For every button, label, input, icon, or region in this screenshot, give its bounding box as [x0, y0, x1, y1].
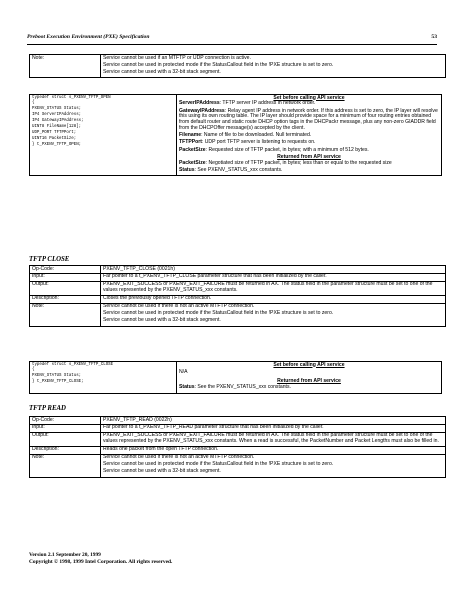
row-label: Description:: [30, 446, 101, 454]
tftp-close-table: [29, 265, 446, 327]
note-cell: [101, 303, 446, 326]
field-desc: : See the PXENV_STATUS_xxx constants.: [194, 384, 291, 391]
field-entry: [179, 168, 439, 174]
code-line: UINT8 FileName[128];: [32, 125, 82, 130]
header-title: Preboot Execution Environment (PXE) Specification: [27, 34, 150, 40]
page-number: 53: [431, 34, 437, 40]
field-entry: [179, 161, 439, 167]
table-row: [30, 417, 446, 425]
code-line: PXENV_STATUS Status;: [32, 374, 82, 379]
row-text: Closes the previously opened TFTP connection.: [101, 295, 446, 303]
code-line: {: [32, 368, 35, 373]
footer-copyright: Copyright © 1998, 1999 Intel Corporation. All rights reserved.: [29, 559, 173, 565]
code-line: PXENV_STATUS Status;: [32, 107, 82, 112]
field-entry: [179, 148, 439, 154]
table-row: [30, 273, 446, 281]
section-title-tftp-close: TFTP CLOSE: [29, 256, 70, 263]
row-label: Op-Code:: [30, 266, 101, 274]
footer: [29, 552, 172, 566]
row-label: Output:: [30, 281, 101, 295]
field-name: Status: [179, 384, 195, 391]
tftp-read-table: [29, 416, 446, 478]
code-line: IP4 ServerIPAddress;: [32, 113, 82, 118]
row-text: PXENV_EXIT_SUCCESS or PXENV_EXIT_FAILURE must be returned in AX. The status field in the parameter structure must be set to one of the values represented by the PXENV_STATUS_xxx constants.: [101, 281, 446, 295]
code-line: typedef struct s_PXENV_TFTP_OPEN: [32, 95, 111, 100]
struct-fields: [177, 95, 442, 176]
note-label: Note:: [30, 454, 101, 477]
tftp-open-struct-table: [29, 94, 442, 176]
note-text: Service cannot be used if there is not an active MTFTP connection.: [103, 454, 255, 461]
struct-code: [30, 362, 177, 394]
field-entry: [179, 140, 439, 146]
table-row: [30, 266, 446, 274]
table-row: [30, 95, 442, 176]
note-label: Note:: [30, 303, 101, 326]
code-line: UINT16 PacketSize;: [32, 136, 77, 141]
field-name: ServerIPAddress: [179, 100, 220, 107]
struct-fields: [177, 362, 442, 394]
header-rule: [27, 44, 437, 45]
field-desc: : UDP port TFTP server is listening to requests on.: [201, 139, 316, 146]
section-heading: Set before calling API service: [273, 361, 345, 368]
field-name: TFTPPort: [179, 139, 202, 146]
field-desc: : TFTP server IP address in network order.: [219, 100, 316, 107]
note-text: Service cannot be used with a 32-bit stack segment.: [103, 468, 221, 475]
table-row: [30, 432, 446, 446]
section-title-tftp-read: TFTP READ: [29, 405, 66, 412]
na-value: N/A: [179, 369, 188, 376]
tftp-close-struct-table: [29, 361, 442, 394]
table-row: [30, 362, 442, 394]
note-cell: [101, 55, 446, 78]
table-row: [30, 55, 446, 78]
field-desc: : See PXENV_STATUS_xxx constants.: [194, 166, 283, 173]
note-text: Service cannot be used with a 32-bit stack segment.: [103, 317, 221, 324]
row-label: Op-Code:: [30, 417, 101, 425]
field-entry: [179, 385, 439, 391]
note-label: Note:: [30, 55, 101, 78]
struct-code: [30, 95, 177, 176]
table-row: [30, 446, 446, 454]
code-line: } t_PXENV_TFTP_OPEN;: [32, 142, 82, 147]
row-text: Far pointer to a t_PXENV_TFTP_READ parameter structure that has been initialized by the caller.: [101, 424, 446, 432]
field-desc: : Relay agent IP address in network order. If this address is set to zero, the IP layer will resolve this using its own routing table. The IP layer should provide space for a minimum of four routing entries obtained from default router and static route DHCP option tags in the DHCPackr message, plus any non-zero GIADDR field from the DHCPOffer message(s) accepted by the client.: [179, 107, 438, 132]
footer-version: Version 2.1 September 20, 1999: [29, 552, 101, 558]
code-line: IP4 GatewayIPAddress;: [32, 119, 84, 124]
row-label: Output:: [30, 432, 101, 446]
running-header: [27, 34, 437, 40]
field-desc: : Requested size of TFTP packet, in bytes; with a minimum of 512 bytes.: [205, 146, 369, 153]
field-name: PacketSize: [179, 159, 206, 166]
field-entry: [179, 109, 439, 133]
row-label: Input:: [30, 273, 101, 281]
section-heading: Returned from API service: [277, 378, 341, 385]
field-name: Status: [179, 166, 195, 173]
field-name: Filename: [179, 132, 202, 139]
code-line: typedef struct s_PXENV_TFTP_CLOSE: [32, 362, 114, 367]
note-text: Service cannot be used if there is not an active MTFTP connection.: [103, 303, 255, 310]
row-text: Far pointer to a t_PXENV_TFTP_CLOSE parameter structure that has been initialized by the caller.: [101, 273, 446, 281]
section-heading: Set before calling API service: [273, 94, 345, 101]
row-label: Input:: [30, 424, 101, 432]
row-label: Description:: [30, 295, 101, 303]
field-name: GatewayIPAddress: [179, 107, 225, 114]
table-row: [30, 303, 446, 326]
note-cell: [101, 454, 446, 477]
table-row: [30, 295, 446, 303]
row-text: Reads one packet from the open TFTP connection.: [101, 446, 446, 454]
table-row: [30, 281, 446, 295]
row-text: PXENV_TFTP_READ (0022h): [101, 417, 446, 425]
row-text: PXENV_TFTP_CLOSE (0021h): [101, 266, 446, 274]
note-text: Service cannot be used in protected mode if the StatusCallout field in the !PXE structure is set to zero.: [103, 61, 334, 68]
row-text: PXENV_EXIT_SUCCESS or PXENV_EXIT_FAILURE must be returned in AX. The status field in the parameter structure must be set to one of the values represented by the PXENV_STATUS_xxx constants. When a read is successful, the PacketNumber and Packet Lengths must also be filled in.: [101, 432, 446, 446]
table-row: [30, 424, 446, 432]
section-heading: Returned from API service: [277, 153, 341, 160]
code-line: UDP_PORT TFTPPort;: [32, 130, 77, 135]
table-row: [30, 454, 446, 477]
code-line: } t_PXENV_TFTP_CLOSE;: [32, 380, 84, 385]
note-text: Service cannot be used in protected mode if the StatusCallout field in the !PXE structure is set to zero.: [103, 461, 334, 468]
code-line: {: [32, 101, 35, 106]
note-text: Service cannot be used if an MTFTP or UDP connection is active.: [103, 54, 251, 61]
field-desc: : Negotiated size of TFTP packet, in bytes; less than or equal to the requested size: [205, 159, 392, 166]
field-entry: [179, 133, 439, 139]
field-desc: : Name of file to be downloaded. Null terminated.: [201, 132, 312, 139]
note-text: Service cannot be used in protected mode if the StatusCallout field in the !PXE structure is set to zero.: [103, 310, 334, 317]
field-entry: [179, 101, 439, 107]
tftp-open-note-table: [29, 54, 446, 78]
note-text: Service cannot be used with a 32-bit stack segment.: [103, 68, 221, 75]
field-name: PacketSize: [179, 146, 206, 153]
